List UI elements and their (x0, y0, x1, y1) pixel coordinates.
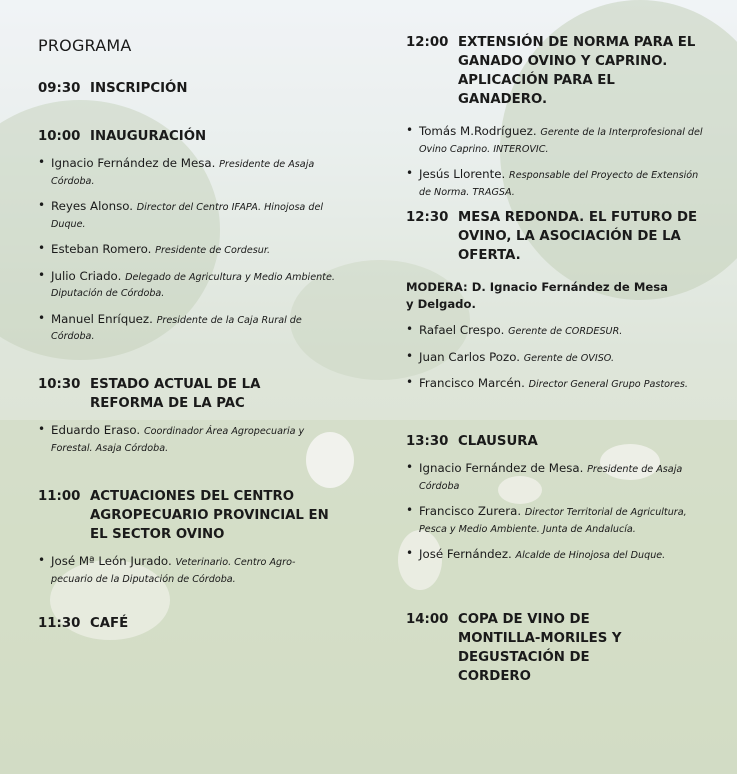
session-heading (406, 208, 706, 265)
speaker-list (38, 554, 338, 587)
session-title: ACTUACIONES DEL CENTRO AGROPECUARIO PROVINCIAL EN EL SECTOR OVINO (90, 489, 329, 542)
program-heading: PROGRAMA (38, 36, 132, 55)
speaker-item (406, 547, 706, 564)
speaker-name: Francisco Zurera. (419, 504, 522, 518)
speaker-name: José Mª León Jurado. (51, 554, 172, 568)
session-1230 (406, 208, 706, 393)
session-title: CLAUSURA (458, 434, 538, 449)
bullet-icon: • (38, 422, 46, 436)
speaker-name: Juan Carlos Pozo. (419, 349, 520, 364)
speaker-role: Gerente de la Interprofesional del Ovino Caprino. INTEROVIC. (419, 127, 703, 155)
speaker-role: Gerente de CORDESUR. (508, 326, 623, 337)
speaker-list (38, 423, 338, 456)
speaker-role: Alcalde de Hinojosa del Duque. (515, 550, 666, 561)
speaker-role: Presidente de Asaja Córdoba (419, 464, 683, 492)
speaker-name: Eduardo Eraso. (51, 423, 141, 437)
session-1130 (38, 614, 338, 633)
bullet-icon: • (38, 310, 46, 325)
speaker-role: Director General Grupo Pastores. (528, 379, 688, 390)
session-1030 (38, 375, 338, 456)
moderator-line: MODERA: D. Ignacio Fernández de Mesa y Delgado. (406, 280, 668, 311)
session-heading (38, 79, 338, 98)
speaker-item (406, 323, 706, 340)
speaker-role: Presidente de la Caja Rural de Córdoba. (51, 314, 302, 342)
speaker-name: Manuel Enríquez. (51, 311, 153, 326)
session-1100 (38, 487, 338, 587)
bullet-icon: • (406, 546, 414, 560)
bullet-icon: • (406, 322, 414, 336)
session-time: 12:30 (406, 210, 449, 225)
bullet-icon: • (406, 166, 414, 180)
speaker-name: Francisco Marcén. (419, 376, 525, 390)
session-heading (406, 33, 706, 109)
session-time: 11:30 (38, 616, 81, 631)
speaker-item (406, 376, 706, 393)
bullet-icon: • (38, 267, 46, 282)
session-1200 (406, 33, 706, 200)
speaker-list (406, 124, 706, 200)
speaker-item (38, 312, 338, 345)
speaker-role: Veterinario. Centro Agro- pecuario de la Diputación de Córdoba. (51, 557, 296, 585)
bullet-icon: • (406, 503, 414, 517)
speaker-name: Tomás M.Rodríguez. (419, 124, 537, 138)
session-1330 (406, 432, 706, 564)
speaker-role: Director del Centro IFAPA. Hinojosa del Duque. (51, 202, 324, 230)
session-title: ESTADO ACTUAL DE LA REFORMA DE LA PAC (90, 377, 261, 411)
speaker-list (406, 461, 706, 564)
bullet-icon: • (38, 241, 46, 255)
speaker-item (406, 504, 706, 537)
session-title: COPA DE VINO DE MONTILLA-MORILES Y DEGUSTACIÓN DE CORDERO (458, 612, 622, 684)
bullet-icon: • (38, 155, 46, 169)
speaker-name: Jesús Llorente. (419, 167, 506, 181)
speaker-item (406, 461, 706, 494)
bullet-icon: • (406, 348, 414, 363)
session-time: 14:00 (406, 612, 449, 627)
speaker-name: Reyes Alonso. (51, 199, 134, 213)
speaker-role: Presidente de Asaja Córdoba. (51, 159, 315, 187)
speaker-role: Coordinador Área Agropecuaria y Forestal. Asaja Córdoba. (51, 426, 305, 454)
session-time: 12:00 (406, 35, 449, 50)
speaker-item (38, 554, 338, 587)
speaker-item (406, 124, 706, 157)
speaker-role: Gerente de OVISO. (523, 352, 614, 364)
bullet-icon: • (406, 375, 414, 389)
session-0930 (38, 79, 338, 98)
speaker-name: José Fernández. (419, 547, 512, 561)
speaker-name: Ignacio Fernández de Mesa. (419, 461, 584, 475)
speaker-role: Responsable del Proyecto de Extensión de Norma. TRAGSA. (419, 170, 699, 198)
session-heading (38, 375, 338, 413)
session-title: EXTENSIÓN DE NORMA PARA EL GANADO OVINO Y CAPRINO. APLICACIÓN PARA EL GANADERO. (458, 35, 696, 107)
session-time: 10:30 (38, 377, 81, 392)
session-heading (406, 610, 706, 686)
session-heading (38, 614, 338, 633)
speaker-list (406, 323, 706, 393)
speaker-item (38, 423, 338, 456)
speaker-name: Esteban Romero. (51, 242, 152, 256)
speaker-name: Ignacio Fernández de Mesa. (51, 156, 216, 170)
session-time: 13:30 (406, 434, 449, 449)
speaker-item (38, 269, 338, 302)
session-title: INSCRIPCIÓN (90, 81, 188, 96)
speaker-list (38, 156, 338, 345)
speaker-item (38, 242, 338, 259)
speaker-item (38, 199, 338, 232)
bullet-icon: • (406, 123, 414, 137)
session-time: 09:30 (38, 81, 81, 96)
bullet-icon: • (406, 460, 414, 474)
speaker-item (406, 350, 706, 367)
session-1400 (406, 610, 706, 686)
speaker-name: Julio Criado. (51, 268, 122, 283)
speaker-item (406, 167, 706, 200)
session-time: 11:00 (38, 489, 81, 504)
session-heading (406, 432, 706, 451)
session-time: 10:00 (38, 129, 81, 144)
bullet-icon: • (38, 198, 46, 212)
speaker-role: Director Territorial de Agricultura, Pesca y Medio Ambiente. Junta de Andalucía. (419, 507, 687, 535)
session-1000 (38, 127, 338, 345)
bullet-icon: • (38, 553, 46, 567)
session-heading (38, 127, 338, 146)
session-title: INAUGURACIÓN (90, 129, 207, 144)
session-title: CAFÉ (90, 616, 129, 631)
session-heading (38, 487, 338, 544)
session-title: MESA REDONDA. EL FUTURO DE OVINO, LA ASOCIACIÓN DE LA OFERTA. (458, 210, 698, 263)
speaker-name: Rafael Crespo. (419, 323, 505, 337)
speaker-item (38, 156, 338, 189)
speaker-role: Presidente de Cordesur. (155, 245, 270, 256)
speaker-role: Delegado de Agricultura y Medio Ambiente. Diputación de Córdoba. (51, 271, 335, 299)
